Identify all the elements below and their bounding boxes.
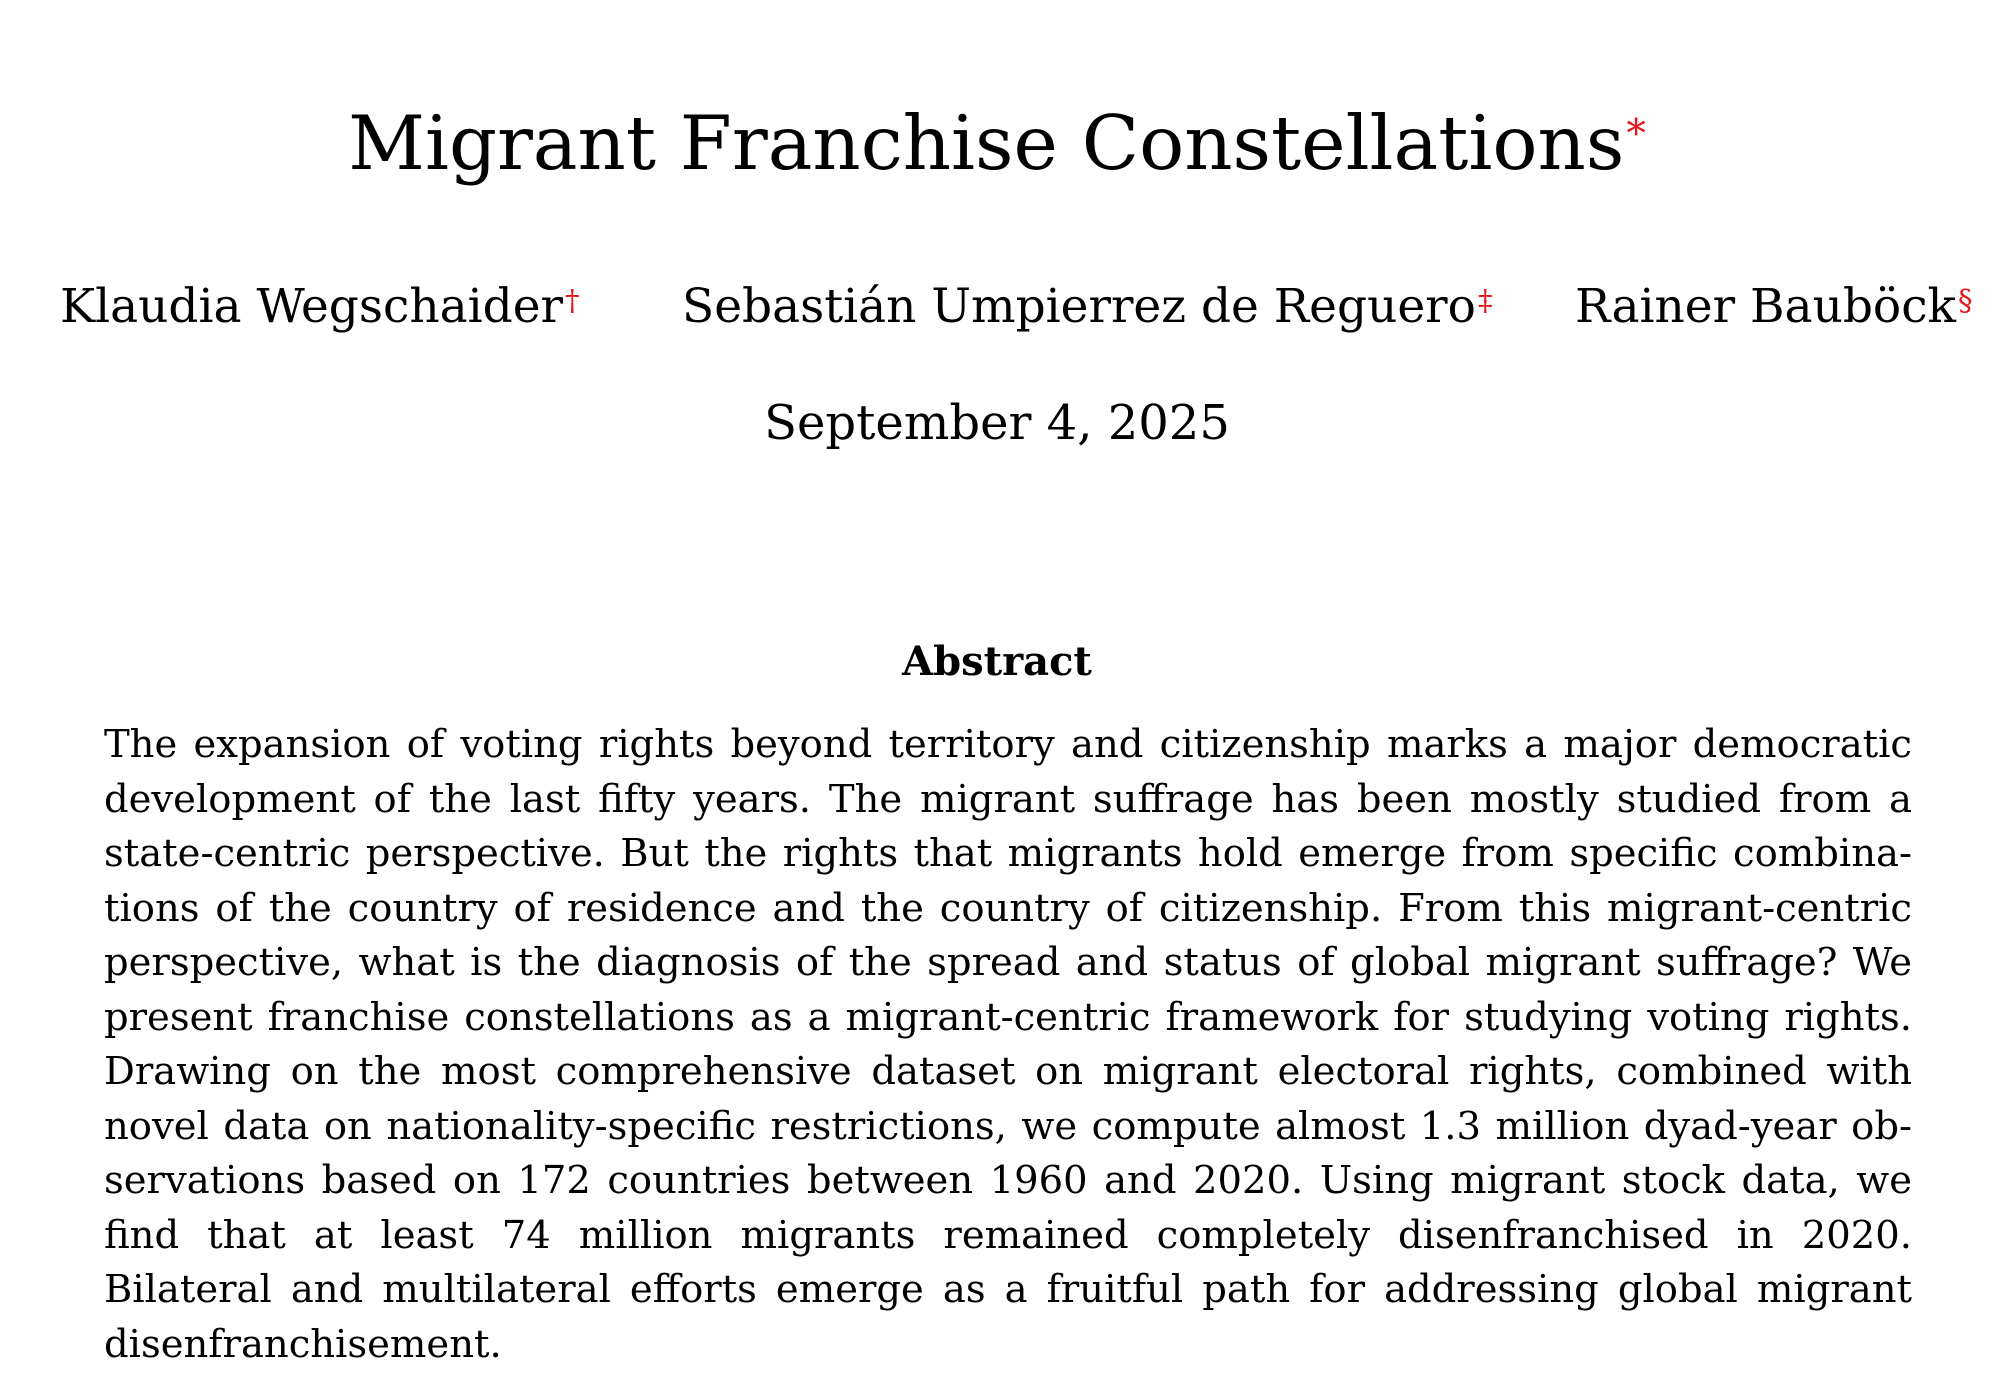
- paper-title-text: Migrant Franchise Constellations: [348, 99, 1625, 188]
- author-3: [1575, 272, 1973, 342]
- publication-date: September 4, 2025: [764, 395, 1230, 451]
- abstract-heading: Abstract: [902, 638, 1092, 685]
- author-3-footnote-mark[interactable]: §: [1958, 282, 1973, 317]
- author-2: [682, 272, 1493, 342]
- author-3-name: Rainer Bauböck: [1575, 279, 1957, 334]
- abstract-body: The expansion of voting rights beyond territory and citizenship marks a major democratic development of the last fifty years. The migrant suffrage has been mostly studied from a state-centric perspective. But the rights that migrants hold emerge from specific combinations of the country of residence and the country of citizenship. From this migrant-centric perspective, what is the diagnosis of the spread and status of global migrant suffrage? We present franchise constellations as a migrant-centric framework for studying voting rights. Drawing on the most comprehensive dataset on migrant electoral rights, combined with novel data on nationality-specific restrictions, we compute almost 1.3 million dyad-year observations based on 172 countries between 1960 and 2020. Using migrant stock data, we find that at least 74 million migrants remained completely disenfranchised in 2020. Bilateral and multilateral efforts emerge as a fruitful path for addressing global migrant disenfranchisement.: [104, 722, 1912, 1367]
- author-2-name: Sebastián Umpierrez de Reguero: [682, 279, 1476, 334]
- paper-title: [0, 98, 1994, 188]
- author-1-footnote-mark[interactable]: †: [565, 282, 580, 317]
- author-1: [60, 272, 580, 342]
- author-list: [60, 272, 1973, 342]
- title-footnote-mark[interactable]: *: [1626, 112, 1646, 158]
- author-1-name: Klaudia Wegschaider: [60, 279, 564, 334]
- author-2-footnote-mark[interactable]: ‡: [1477, 282, 1493, 317]
